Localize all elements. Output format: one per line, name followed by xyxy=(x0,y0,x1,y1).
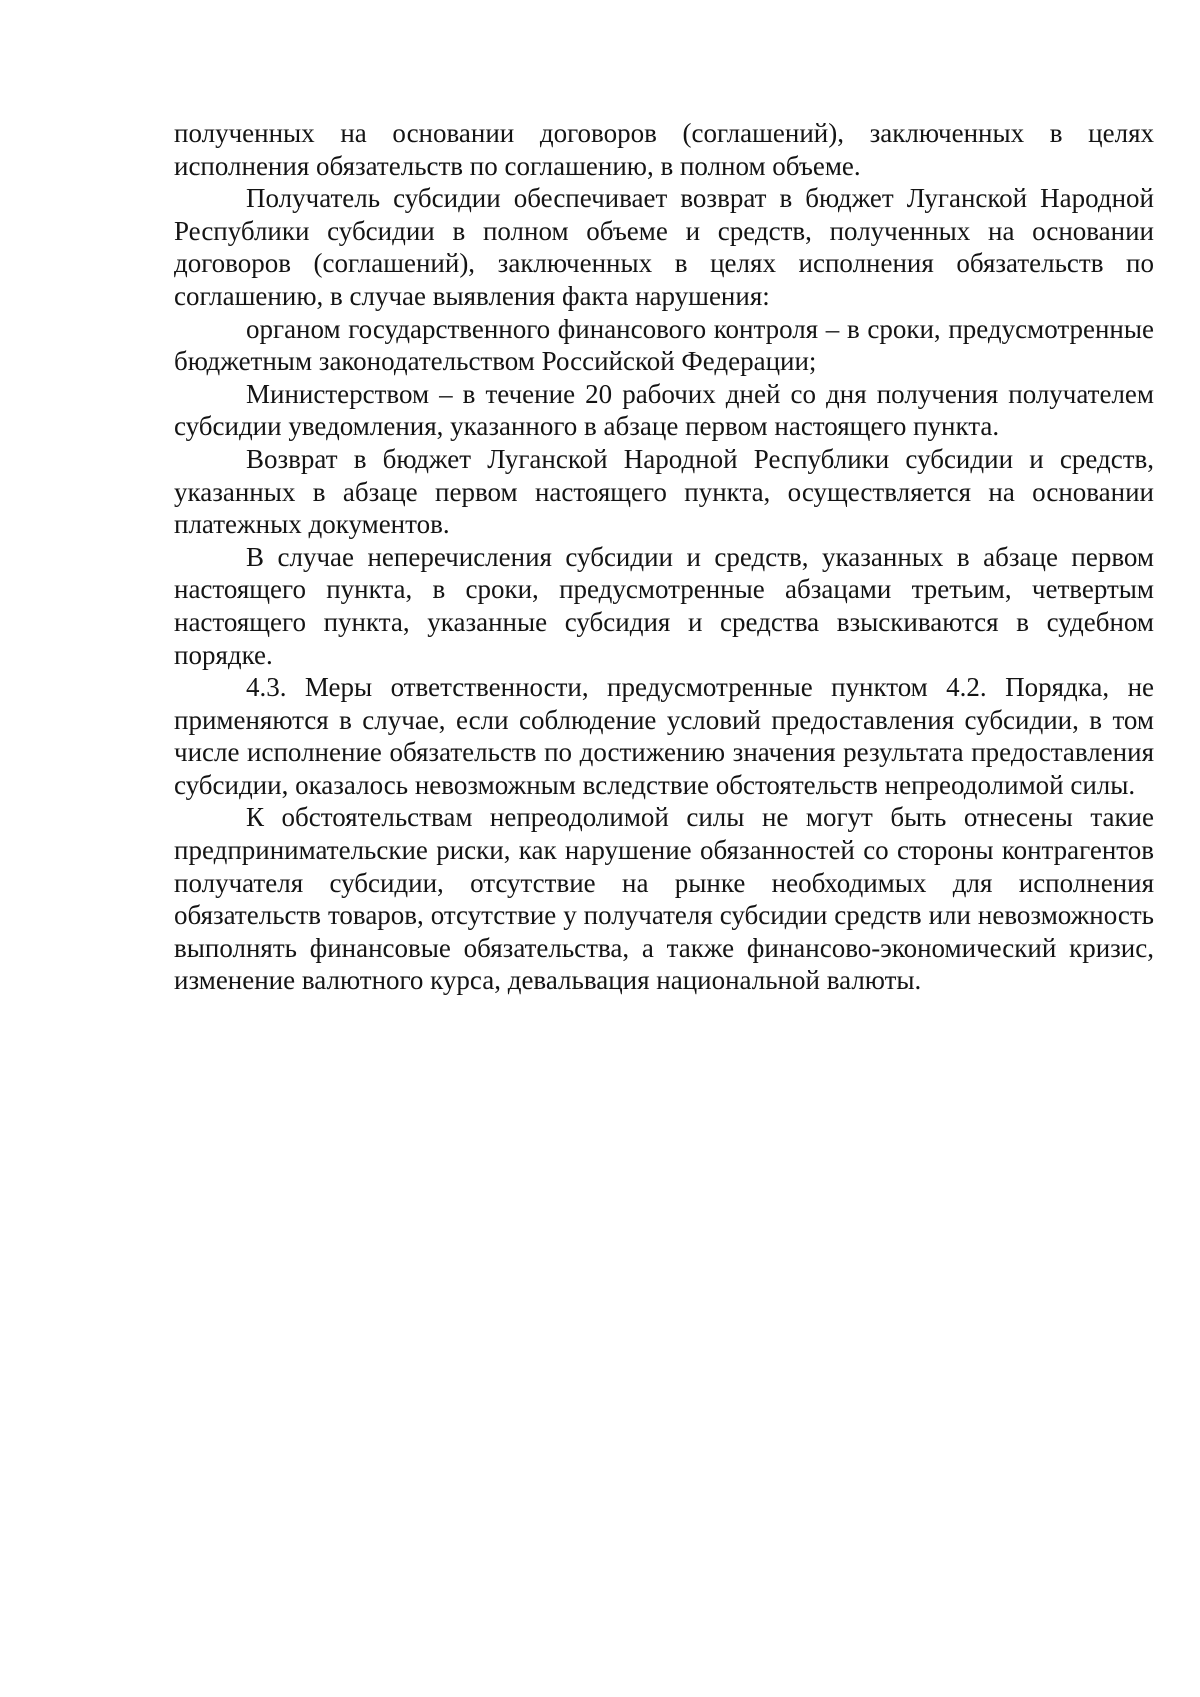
paragraph-court-recovery: В случае неперечисления субсидии и средств, указанных в абзаце первом настоящего пункта, в сроки, предусмотренные абзацами третьим, четвертым настоящего пункта, указанные субсидия и средства взыскиваются в судебном порядке. xyxy=(174,541,1154,670)
paragraph-refund-basis: Возврат в бюджет Луганской Народной Республики субсидии и средств, указанных в абзаце первом настоящего пункта, осуществляется на основании платежных документов. xyxy=(174,443,1154,540)
document-body xyxy=(174,117,1154,997)
paragraph-continuation: полученных на основании договоров (соглашений), заключенных в целях исполнения обязательств по соглашению, в полном объеме. xyxy=(174,118,1154,181)
paragraph-force-majeure-exclusions: К обстоятельствам непреодолимой силы не могут быть отнесены такие предпринимательские риски, как нарушение обязанностей со стороны контрагентов получателя субсидии, отсутствие на рынке необходимых для исполнения обязательств товаров, отсутствие у получателя субсидии средств или невозможность выполнять финансовые обязательства, а также финансово-экономический кризис, изменение валютного курса, девальвация национальной валюты. xyxy=(174,802,1154,996)
paragraph-4-3-force-majeure: 4.3. Меры ответственности, предусмотренные пунктом 4.2. Порядка, не применяются в случае, если соблюдение условий предоставления субсидии, в том числе исполнение обязательств по достижению значения результата предоставления субсидии, оказалось невозможным вследствие обстоятельств непреодолимой силы. xyxy=(174,672,1154,800)
paragraph-refund-obligation: Получатель субсидии обеспечивает возврат в бюджет Луганской Народной Республики субсидии в полном объеме и средств, полученных на основании договоров (соглашений), заключенных в целях исполнения обязательств по соглашению, в случае выявления факта нарушения: xyxy=(174,183,1154,311)
paragraph-financial-control-body: органом государственного финансового контроля – в сроки, предусмотренные бюджетным законодательством Российской Федерации; xyxy=(174,313,1154,377)
paragraph-ministry: Министерством – в течение 20 рабочих дней со дня получения получателем субсидии уведомления, указанного в абзаце первом настоящего пункта. xyxy=(174,378,1154,442)
